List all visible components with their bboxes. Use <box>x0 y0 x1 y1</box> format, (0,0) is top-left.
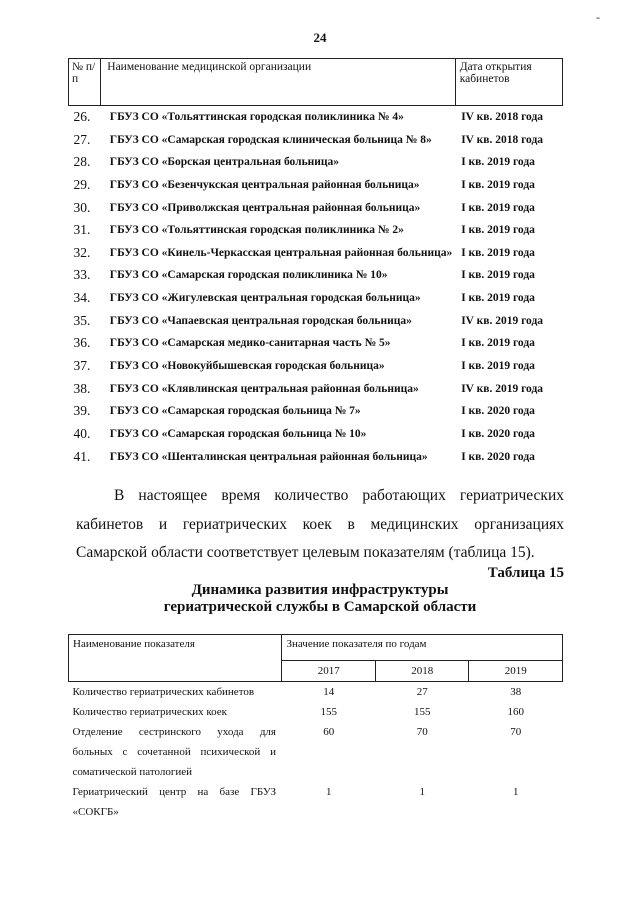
table-title-line1: Динамика развития инфраструктуры <box>191 582 449 598</box>
indicator-value: 1 <box>325 786 332 798</box>
table-row <box>69 423 563 446</box>
row-open-date: IV кв. 2018 года <box>461 133 544 146</box>
indicator-value: 70 <box>416 726 428 738</box>
header-date: Дата открытия кабинетов <box>455 59 562 106</box>
table-row <box>69 332 563 355</box>
row-number: 40. <box>73 425 91 441</box>
table-title <box>76 582 564 616</box>
row-number: 30. <box>73 199 91 215</box>
row-open-date: I кв. 2019 года <box>461 360 535 373</box>
table-row <box>69 446 563 469</box>
row-number: 31. <box>73 222 91 238</box>
row-org-name: ГБУЗ СО «Новокуйбышевская городская больница» <box>109 360 385 373</box>
indicator-name: Отделение сестринского ухода для больных с сочетанной психической и соматической патологией <box>72 726 276 778</box>
table-row <box>69 400 563 423</box>
row-org-name: ГБУЗ СО «Кинель-Черкасская центральная районная больница» <box>109 246 453 259</box>
row-number: 28. <box>73 154 91 170</box>
row-number: 32. <box>73 244 91 260</box>
row-org-name: ГБУЗ СО «Тольяттинская городская поликлиника № 2» <box>109 224 404 237</box>
row-open-date: I кв. 2019 года <box>461 178 535 191</box>
page-number: 24 <box>313 30 327 45</box>
table-row <box>69 682 563 703</box>
row-org-name: ГБУЗ СО «Приволжская центральная районная больница» <box>109 201 421 214</box>
row-open-date: I кв. 2019 года <box>461 224 535 237</box>
row-open-date: I кв. 2019 года <box>461 156 535 169</box>
table-row <box>69 106 563 129</box>
indicator-name: Количество гериатрических кабинетов <box>72 686 255 698</box>
row-number: 39. <box>73 403 91 419</box>
corner-mark: - <box>596 10 600 24</box>
row-open-date: I кв. 2019 года <box>461 201 535 214</box>
row-org-name: ГБУЗ СО «Клявлинская центральная районная больница» <box>109 382 419 395</box>
row-org-name: ГБУЗ СО «Чапаевская центральная городская больница» <box>109 314 412 327</box>
row-number: 36. <box>73 335 91 351</box>
row-org-name: ГБУЗ СО «Борская центральная больница» <box>109 156 340 169</box>
indicator-name: Количество гериатрических коек <box>72 706 228 718</box>
row-open-date: I кв. 2019 года <box>461 246 535 259</box>
header-values-by-year: Значение показателя по годам <box>282 635 563 661</box>
table-title-line2: гериатрической службы в Самарской области <box>163 599 477 615</box>
indicator-value: 70 <box>510 726 522 738</box>
row-number: 33. <box>73 267 91 283</box>
table-row <box>69 151 563 174</box>
row-open-date: IV кв. 2018 года <box>461 111 544 123</box>
indicator-value: 27 <box>416 686 428 698</box>
row-open-date: I кв. 2020 года <box>461 405 535 418</box>
table-row <box>69 197 563 220</box>
row-open-date: IV кв. 2019 года <box>461 314 544 327</box>
indicators-table <box>68 634 563 822</box>
table-caption: Таблица 15 <box>487 565 564 581</box>
row-org-name: ГБУЗ СО «Безенчукская центральная районная больница» <box>109 178 420 191</box>
row-number: 27. <box>73 131 91 147</box>
row-number: 37. <box>73 358 91 374</box>
indicator-value: 1 <box>512 786 519 798</box>
indicators-header-row <box>69 635 563 661</box>
table-row <box>69 174 563 197</box>
paragraph-text: В настоящее время количество работающих гериатрических кабинетов и гериатрических коек в медицинских организациях Самарской области соответствует целевым показателям (таблица 15). <box>76 487 564 561</box>
row-org-name: ГБУЗ СО «Тольяттинская городская поликлиника № 4» <box>109 111 404 123</box>
row-number: 35. <box>73 312 91 328</box>
table-row <box>69 782 563 822</box>
year-cell: 2019 <box>469 661 563 682</box>
indicator-value: 60 <box>323 726 335 738</box>
header-num: № п/п <box>69 59 101 106</box>
table-row <box>69 219 563 242</box>
year-cell: 2017 <box>282 661 376 682</box>
row-org-name: ГБУЗ СО «Самарская городская поликлиника № 10» <box>109 269 388 282</box>
clinics-table <box>68 58 563 468</box>
year-cell: 2018 <box>375 661 469 682</box>
row-open-date: IV кв. 2019 года <box>461 382 544 395</box>
indicator-value: 1 <box>419 786 425 798</box>
indicator-value: 155 <box>320 706 337 718</box>
row-open-date: I кв. 2019 года <box>461 292 535 305</box>
table-row <box>69 702 563 722</box>
row-org-name: ГБУЗ СО «Жигулевская центральная городская больница» <box>109 292 421 305</box>
row-org-name: ГБУЗ СО «Самарская медико-санитарная часть № 5» <box>109 337 391 350</box>
indicator-name: Гериатрический центр на базе ГБУЗ «СОКГБ» <box>72 786 276 818</box>
row-number: 29. <box>73 176 91 192</box>
indicator-value: 38 <box>510 686 522 698</box>
body-paragraph <box>76 482 564 568</box>
table-row <box>69 264 563 287</box>
header-indicator-name: Наименование показателя <box>69 635 282 682</box>
row-open-date: I кв. 2020 года <box>461 427 535 440</box>
table-row <box>69 287 563 310</box>
row-open-date: I кв. 2019 года <box>461 269 535 282</box>
table-row <box>69 310 563 333</box>
row-open-date: I кв. 2020 года <box>461 450 535 463</box>
table-row <box>69 355 563 378</box>
row-number: 26. <box>73 109 91 124</box>
table-row <box>69 722 563 782</box>
clinics-table-header <box>69 59 563 106</box>
row-org-name: ГБУЗ СО «Самарская городская клиническая больница № 8» <box>109 133 432 146</box>
indicator-value: 160 <box>507 706 524 718</box>
row-number: 41. <box>73 448 91 464</box>
row-open-date: I кв. 2019 года <box>461 337 535 350</box>
table-row <box>69 129 563 152</box>
table-row <box>69 378 563 401</box>
header-name: Наименование медицинской организации <box>101 59 455 106</box>
row-number: 34. <box>73 290 91 306</box>
indicator-value: 14 <box>323 686 335 698</box>
row-number: 38. <box>73 380 91 396</box>
row-org-name: ГБУЗ СО «Самарская городская больница № 10» <box>109 427 367 440</box>
row-org-name: ГБУЗ СО «Шенталинская центральная районная больница» <box>109 450 428 463</box>
table-row <box>69 242 563 265</box>
row-org-name: ГБУЗ СО «Самарская городская больница № 7» <box>109 405 361 418</box>
indicator-value: 155 <box>413 706 431 718</box>
